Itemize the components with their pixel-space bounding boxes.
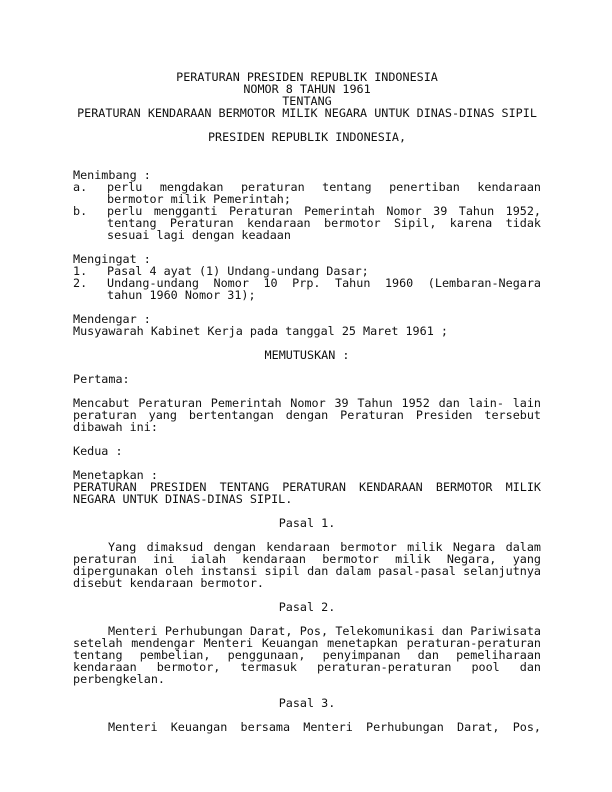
list-marker: 1.: [73, 264, 88, 278]
paragraph-line: dibawah ini:: [73, 420, 158, 434]
article-2: [73, 601, 541, 685]
list-marker: a.: [73, 180, 88, 194]
title-line-about: TENTANG: [282, 94, 332, 108]
section-label-kedua: Kedua :: [73, 444, 123, 458]
article-1: [73, 517, 541, 589]
section-menetapkan: [73, 469, 541, 505]
list-item-line: bermotor milik Pemerintah;: [107, 192, 291, 206]
section-mendengar: [73, 313, 541, 337]
paragraph-line: Yang dimaksud dengan kendaraan bermotor milik Negara dalam: [108, 540, 541, 554]
list-item: [73, 277, 541, 301]
section-label-pertama: Pertama:: [73, 372, 130, 386]
document-body: [73, 71, 541, 733]
paragraph-line: Menteri Perhubungan Darat, Pos, Telekomunikasi dan Pariwisata: [108, 624, 541, 638]
blank-line: [73, 143, 541, 155]
paragraph-line: kendaraan bermotor, termasuk peraturan-peraturan pool dan: [73, 660, 541, 674]
paragraph-line: perbengkelan.: [73, 672, 165, 686]
title-line-number: NOMOR 8 TAHUN 1961: [243, 82, 371, 96]
article-heading: Pasal 1.: [278, 516, 336, 530]
section-mengingat: [73, 253, 541, 301]
title-line-subject: PERATURAN KENDARAAN BERMOTOR MILIK NEGARA UNTUK DINAS-DINAS SIPIL: [77, 106, 537, 120]
paragraph-line: disebut kendaraan bermotor.: [73, 576, 265, 590]
spacer: [73, 155, 541, 169]
title-line-regulation: PERATURAN PRESIDEN REPUBLIK INDONESIA: [176, 70, 438, 84]
paragraph-line: setelah mendengar Menteri Keuangan menetapkan peraturan-peraturan: [73, 636, 541, 650]
document-title: [73, 71, 541, 119]
paragraph-line: Menteri Keuangan bersama Menteri Perhubungan Darat, Pos,: [108, 720, 541, 734]
list-marker: 2.: [73, 276, 88, 290]
article-heading: Pasal 2.: [278, 600, 336, 614]
paragraph-line: NEGARA UNTUK DINAS-DINAS SIPIL.: [73, 492, 293, 506]
section-label-menetapkan: Menetapkan :: [73, 468, 158, 482]
list-item-line: Undang-undang Nomor 10 Prp. Tahun 1960 (Lembaran-Negara: [107, 276, 541, 290]
paragraph-line: PERATURAN PRESIDEN TENTANG PERATURAN KENDARAAN BERMOTOR MILIK: [73, 480, 541, 494]
issuer-heading: PRESIDEN REPUBLIK INDONESIA,: [207, 130, 407, 144]
decision-heading: MEMUTUSKAN :: [264, 348, 350, 362]
paragraph-line: Mencabut Peraturan Pemerintah Nomor 39 Tahun 1952 dan lain- lain: [73, 396, 541, 410]
list-item-line: sesuai lagi dengan keadaan: [107, 228, 291, 242]
list-item-line: tahun 1960 Nomor 31);: [107, 288, 256, 302]
section-label-mendengar: Mendengar :: [73, 312, 151, 326]
section-menimbang: [73, 169, 541, 241]
paragraph-line: dipergunakan oleh instansi sipil dan dalam pasal-pasal selanjutnya: [73, 564, 541, 578]
list-item-line: tentang Peraturan kendaraan bermotor Sipil, karena tidak: [107, 216, 541, 230]
section-label-menimbang: Menimbang :: [73, 168, 151, 182]
article-heading: Pasal 3.: [278, 696, 336, 710]
list-item-line: perlu mengdakan peraturan tentang penertiban kendaraan: [107, 180, 541, 194]
blank-line: [73, 433, 541, 445]
section-text-mendengar: Musyawarah Kabinet Kerja pada tanggal 25 Maret 1961 ;: [73, 324, 448, 338]
article-3: [73, 697, 541, 733]
paragraph-line: peraturan yang bertentangan dengan Peraturan Presiden tersebut: [73, 408, 541, 422]
list-item-line: perlu mengganti Peraturan Pemerintah Nomor 39 Tahun 1952,: [107, 204, 541, 218]
section-pertama: [73, 373, 541, 433]
list-marker: b.: [73, 204, 88, 218]
section-label-mengingat: Mengingat :: [73, 252, 151, 266]
paragraph-line: tentang pembelian, penggunaan, penyimpanan dan pemeliharaan: [73, 648, 541, 662]
list-item: [73, 205, 541, 241]
blank-line: [73, 361, 541, 373]
paragraph-line: peraturan ini ialah kendaraan bermotor milik Negara, yang: [73, 552, 541, 566]
list-item-line: Pasal 4 ayat (1) Undang-undang Dasar;: [107, 264, 369, 278]
list-item: [73, 181, 541, 205]
